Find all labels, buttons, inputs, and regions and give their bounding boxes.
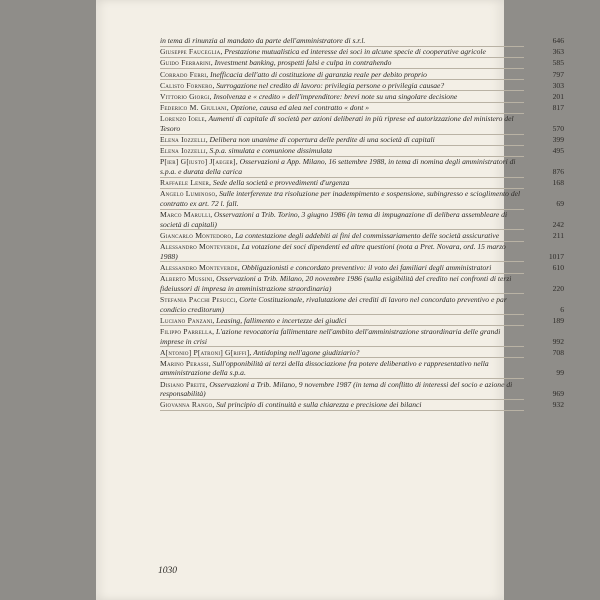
entry-page-number: 570 bbox=[552, 123, 564, 133]
entry-page-number: 168 bbox=[552, 178, 564, 188]
index-entry: Giovanna Rango, Sul principio di continuità e sulla chiarezza e precisione dei bilanci 932 bbox=[160, 400, 564, 410]
entry-page-number: 242 bbox=[552, 219, 564, 229]
entry-page-number: 99 bbox=[556, 368, 564, 378]
entry-title: Osservazioni a Trib. Milano, 20 novembre 1986 (sulla esigibilità del credito nei confronti di terzi fideiussori di impresa in amministrazione straordinaria) bbox=[160, 274, 512, 293]
entry-title: Delibera non unanime di copertura delle perdite di una società di capitali bbox=[209, 135, 435, 145]
entry-page-number: 201 bbox=[552, 91, 564, 101]
entry-page-number: 932 bbox=[552, 400, 564, 410]
entry-title: Osservazioni a Trib. Milano, 9 novembre 1987 (in tema di conflitto di interessi del socio e azione di responsabilità) bbox=[160, 379, 513, 399]
entry-author: Vittorio Giorgi bbox=[160, 91, 210, 101]
entry-title: Osservazioni a App. Milano, 16 settembre 1988, in tema di nomina degli amministratori di s.p.a. e durata della carica bbox=[160, 157, 516, 177]
entry-page-number: 1017 bbox=[548, 251, 564, 261]
entry-title: Sulle interferenze tra risoluzione per inadempimento e sospensione, subingresso e scioglimento del contratto ex art. 72 l. fall. bbox=[160, 189, 521, 209]
book-page bbox=[96, 0, 564, 600]
entry-page-number: 69 bbox=[556, 199, 564, 209]
entry-author: Luciano Panzani bbox=[160, 315, 213, 325]
entry-page-number: 303 bbox=[552, 80, 564, 90]
entry-title: Inefficacia dell'atto di costituzione di garanzia reale per debito proprio bbox=[210, 69, 427, 79]
index-entry: Marco Marulli, Osservazioni a Trib. Torino, 3 giugno 1986 (in tema di impugnazione di delibera assembleare di società di capitali) 242 bbox=[160, 210, 564, 229]
entry-page-number: 876 bbox=[552, 167, 564, 177]
entry-page-number: 6 bbox=[560, 304, 564, 314]
entry-page-number: 797 bbox=[552, 69, 564, 79]
entry-author: Disiano Preite bbox=[160, 379, 206, 389]
entry-title: Aumenti di capitale di società per azioni deliberati in più riprese ed autorizzazione del ministero del Tesoro bbox=[160, 114, 514, 133]
entry-author: Filippo Parrella bbox=[160, 326, 213, 336]
entry-author: Alessandro Monteverde bbox=[160, 262, 238, 272]
index-list bbox=[160, 36, 564, 412]
entry-author: A[ntonio] P[atroni] G[riffi] bbox=[160, 347, 250, 357]
entry-title: Leasing, fallimento e incertezze dei giudici bbox=[216, 315, 347, 325]
index-entry: Raffaele Lener, Sede della società e provvedimenti d'urgenza 168 bbox=[160, 178, 564, 188]
entry-title: Osservazioni a Trib. Torino, 3 giugno 1986 (in tema di impugnazione di delibera assembleare di società di capitali) bbox=[160, 210, 508, 229]
entry-author: Lorenzo Ioele bbox=[160, 114, 205, 124]
entry-page-number: 189 bbox=[552, 315, 564, 325]
entry-title: Obbligazionisti e concordato preventivo: il voto dei familiari degli amministratori bbox=[241, 262, 492, 272]
index-entry: Guido Ferrarini, Investment banking, prospetti falsi e culpa in contrahendo 585 bbox=[160, 58, 564, 68]
page-number-footer: 1030 bbox=[158, 566, 177, 576]
entry-title: Sull'opponibilità ai terzi della dissociazione fra potere deliberativo e rappresentativo nella amministrazione della s.p.a. bbox=[160, 358, 489, 378]
entry-page-number: 708 bbox=[552, 347, 564, 357]
entry-title: L'azione revocatoria fallimentare nell'ambito dell'amministrazione straordinaria delle grandi imprese in crisi bbox=[160, 326, 501, 346]
index-entry: Vittorio Giorgi, Insolvenza e « credito » dell'imprenditore: brevi note su una singolare decisione 201 bbox=[160, 91, 564, 101]
entry-page-number: 495 bbox=[552, 146, 564, 156]
index-entry: Luciano Panzani, Leasing, fallimento e incertezze dei giudici 189 bbox=[160, 315, 564, 325]
entry-title: Prestazione mutualistica ed interesse dei soci in alcune specie di cooperative agricole bbox=[224, 47, 486, 57]
index-entry: Giancarlo Montedoro, La contestazione degli addebiti ai fini del commissariamento delle società assicurative 211 bbox=[160, 231, 564, 240]
index-entry bbox=[160, 36, 564, 46]
entry-page-number: 817 bbox=[552, 103, 564, 113]
entry-author: P[ier] G[iusto] J[aeger] bbox=[160, 157, 236, 167]
entry-author: Marino Perassi bbox=[160, 358, 209, 368]
entry-author: Stefania Pacchi Pesucci bbox=[160, 294, 236, 304]
entry-author: Giancarlo Montedoro bbox=[160, 231, 232, 240]
index-entry: Marino Perassi, Sull'opponibilità ai terzi della dissociazione fra potere deliberativo e rappresentativo nella amministrazione della s.p.a. 99 bbox=[160, 358, 564, 378]
index-entry: Federico M. Giuliani, Opzione, causa ed alea nel contratto « dont » 817 bbox=[160, 103, 564, 113]
entry-author: Raffaele Lener bbox=[160, 178, 210, 188]
entry-author: Elena Iozzelli bbox=[160, 135, 206, 145]
index-entry: Calisto Fornero, Surrogazione nel credito di lavoro: privilegia persone o privilegia causae? 303 bbox=[160, 80, 564, 90]
entry-title: Corte Costituzionale, rivalutazione dei crediti di lavoro nel concordato preventivo e par condicio creditorum) bbox=[160, 294, 507, 314]
entry-title: Sul principio di continuità e sulla chiarezza e precisione dei bilanci bbox=[216, 400, 422, 410]
entry-page-number: 363 bbox=[552, 47, 564, 57]
index-entry: A[ntonio] P[atroni] G[riffi], Antidoping nell'agone giudiziario? 708 bbox=[160, 347, 564, 357]
entry-page-number: 220 bbox=[552, 283, 564, 293]
entry-author: Marco Marulli bbox=[160, 210, 211, 220]
index-entry: Alessandro Monteverde, La votazione dei soci dipendenti ed altre questioni (nota a Pret. Novara, ord. 15 marzo 1988) 1017 bbox=[160, 242, 564, 261]
entry-author: Corrado Ferri bbox=[160, 69, 207, 79]
entry-page-number: 992 bbox=[552, 336, 564, 346]
entry-title: S.p.a. simulata e comunione dissimulata bbox=[209, 146, 333, 156]
entry-author: Angelo Luminoso bbox=[160, 189, 216, 199]
index-entry: Elena Iozzelli, Delibera non unanime di copertura delle perdite di una società di capitali 399 bbox=[160, 135, 564, 145]
index-entry: P[ier] G[iusto] J[aeger], Osservazioni a App. Milano, 16 settembre 1988, in tema di nomina degli amministratori di s.p.a. e durata della carica 876 bbox=[160, 157, 564, 177]
index-entry: Angelo Luminoso, Sulle interferenze tra risoluzione per inadempimento e sospensione, subingresso e scioglimento del contratto ex art. 72 l. fall. 69 bbox=[160, 189, 564, 209]
entry-title: La votazione dei soci dipendenti ed altre questioni (nota a Pret. Novara, ord. 15 marzo 1988) bbox=[160, 242, 506, 261]
index-entry: Alessandro Monteverde, Obbligazionisti e concordato preventivo: il voto dei familiari degli amministratori 610 bbox=[160, 262, 564, 272]
entry-title: in tema di rinunzia al mandato da parte dell'amministratore di s.r.l. bbox=[160, 36, 366, 45]
entry-title: Investment banking, prospetti falsi e culpa in contrahendo bbox=[214, 58, 392, 68]
entry-author: Alberto Mussini bbox=[160, 274, 213, 284]
entry-page-number: 610 bbox=[552, 262, 564, 272]
index-entry: Corrado Ferri, Inefficacia dell'atto di costituzione di garanzia reale per debito proprio 797 bbox=[160, 69, 564, 79]
entry-title: Opzione, causa ed alea nel contratto « dont » bbox=[230, 103, 370, 113]
index-entry: Disiano Preite, Osservazioni a Trib. Milano, 9 novembre 1987 (in tema di conflitto di interessi del socio e azione di responsabilità) 969 bbox=[160, 379, 564, 399]
index-entry: Stefania Pacchi Pesucci, Corte Costituzionale, rivalutazione dei crediti di lavoro nel concordato preventivo e par condicio creditorum) 6 bbox=[160, 294, 564, 314]
entry-title: Antidoping nell'agone giudiziario? bbox=[253, 347, 360, 357]
entry-title: La contestazione degli addebiti ai fini del commissariamento delle società assicurative bbox=[235, 231, 500, 240]
index-entry: Lorenzo Ioele, Aumenti di capitale di società per azioni deliberati in più riprese ed autorizzazione del ministero del Tesoro 570 bbox=[160, 114, 564, 133]
entry-author: Giuseppe Fauceglia bbox=[160, 47, 221, 57]
entry-page-number: 399 bbox=[552, 135, 564, 145]
entry-page-number: 585 bbox=[552, 58, 564, 68]
entry-title: Sede della società e provvedimenti d'urgenza bbox=[212, 178, 350, 188]
entry-title: Surrogazione nel credito di lavoro: privilegia persone o privilegia causae? bbox=[216, 80, 445, 90]
entry-title: Insolvenza e « credito » dell'imprenditore: brevi note su una singolare decisione bbox=[213, 91, 458, 101]
index-entry: Elena Iozzelli, S.p.a. simulata e comunione dissimulata 495 bbox=[160, 146, 564, 156]
entry-page-number: 646 bbox=[552, 36, 564, 45]
entry-author: Federico M. Giuliani bbox=[160, 103, 227, 113]
index-entry: Alberto Mussini, Osservazioni a Trib. Milano, 20 novembre 1986 (sulla esigibilità del credito nei confronti di terzi fideiussori di impresa in amministrazione straordinaria) 220 bbox=[160, 274, 564, 293]
index-entry: Filippo Parrella, L'azione revocatoria fallimentare nell'ambito dell'amministrazione straordinaria delle grandi imprese in crisi 992 bbox=[160, 326, 564, 346]
entry-page-number: 211 bbox=[552, 231, 564, 240]
entry-author: Guido Ferrarini bbox=[160, 58, 211, 68]
index-entry: Giuseppe Fauceglia, Prestazione mutualistica ed interesse dei soci in alcune specie di cooperative agricole 363 bbox=[160, 47, 564, 57]
entry-author: Giovanna Rango bbox=[160, 400, 213, 410]
entry-author: Elena Iozzelli bbox=[160, 146, 206, 156]
entry-author: Calisto Fornero bbox=[160, 80, 213, 90]
entry-author: Alessandro Monteverde bbox=[160, 242, 238, 252]
entry-page-number: 969 bbox=[552, 389, 564, 399]
